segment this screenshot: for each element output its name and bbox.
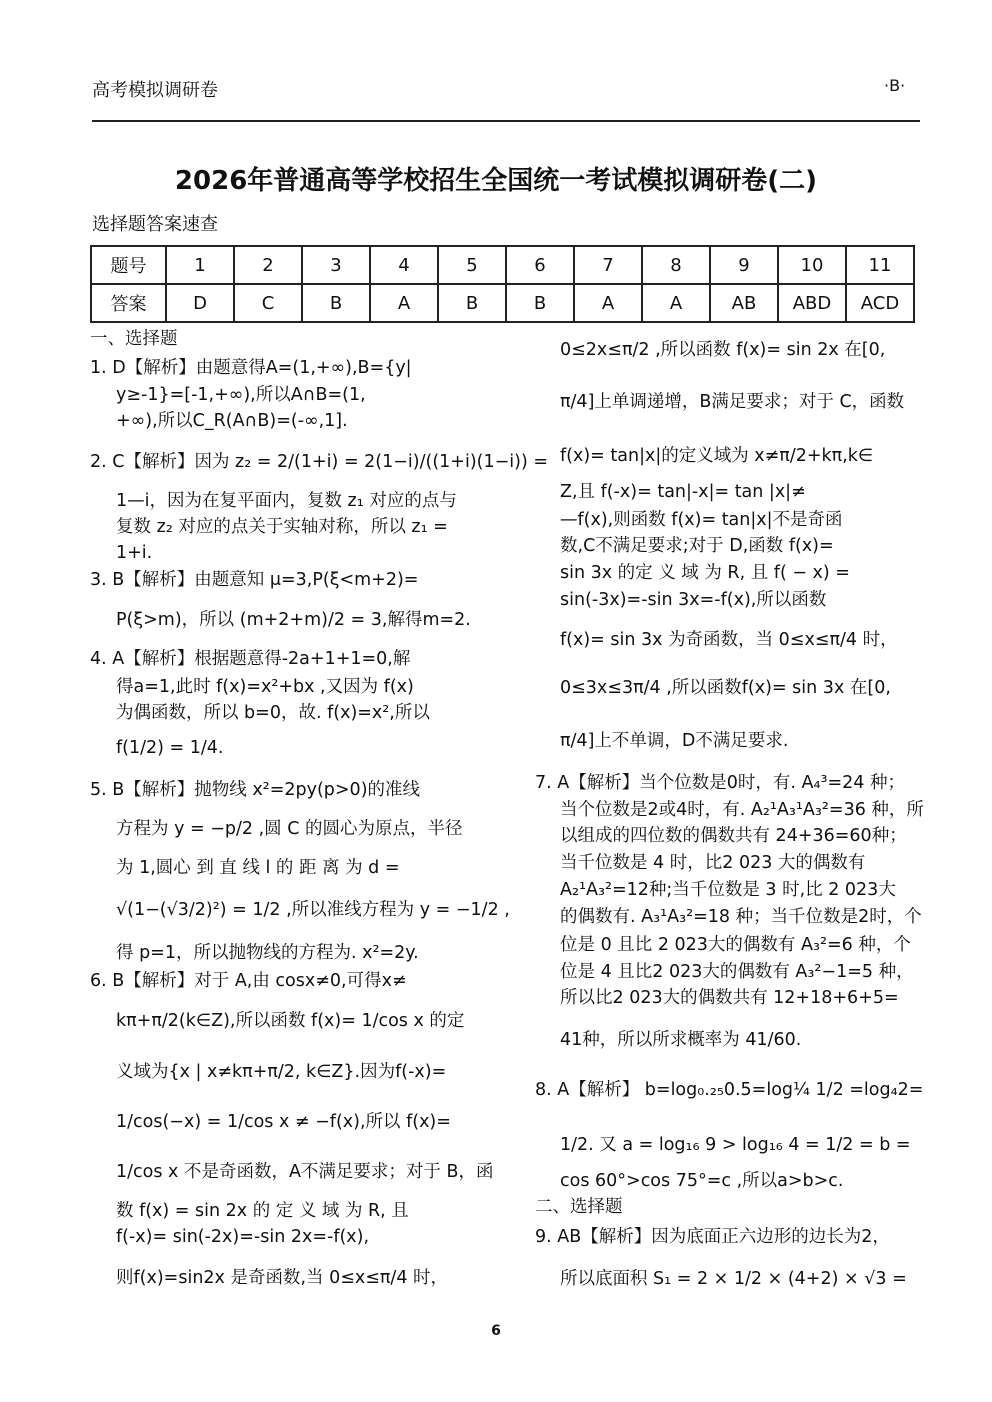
right-column-line: A₂¹A₃²=12种;当千位数是 3 时,比 2 023大: [560, 880, 896, 900]
answer-cell: A: [370, 284, 438, 322]
right-column-line: sin(-3x)=-sin 3x=-f(x),所以函数: [560, 590, 827, 610]
left-column-line: 方程为 y = −p/2 ,圆 C 的圆心为原点，半径: [116, 819, 463, 839]
question-number: 10: [778, 246, 846, 284]
row-label: 题号: [91, 246, 166, 284]
header-title: 高考模拟调研卷: [92, 80, 218, 101]
left-column-line: 得 p=1，所以抛物线的方程为. x²=2y.: [116, 943, 419, 963]
page-number: 6: [491, 1323, 501, 1339]
left-column-line: 4. A【解析】根据题意得-2a+1+1=0,解: [90, 649, 411, 669]
left-column-line: 复数 z₂ 对应的点关于实轴对称，所以 z₁ =: [116, 517, 448, 537]
right-column-line: 1/2. 又 a = log₁₆ 9 > log₁₆ 4 = 1/2 = b =: [560, 1135, 911, 1155]
question-number: 2: [234, 246, 302, 284]
right-column-line: 的偶数有. A₃¹A₃²=18 种；当千位数是2时，个: [560, 907, 922, 927]
answer-cell: B: [438, 284, 506, 322]
right-column-line: π/4]上单调递增，B满足要求；对于 C，函数: [560, 392, 905, 412]
right-column-line: f(x)= sin 3x 为奇函数，当 0≤x≤π/4 时，: [560, 630, 898, 650]
left-column-line: 5. B【解析】抛物线 x²=2py(p>0)的准线: [90, 780, 421, 800]
right-column-line: 当个位数是2或4时，有. A₂¹A₃¹A₃²=36 种，所: [560, 800, 924, 820]
left-column-line: √(1−(√3/2)²) = 1/2 ,所以准线方程为 y = −1/2 ,: [116, 900, 510, 920]
left-column-line: 1/cos x 不是奇函数，A不满足要求；对于 B，函: [116, 1162, 494, 1182]
left-column-line: 为 1,圆心 到 直 线 l 的 距 离 为 d =: [116, 858, 400, 878]
header-version: ·B·: [884, 76, 906, 95]
left-column-line: 为偶函数，所以 b=0，故. f(x)=x²,所以: [116, 703, 430, 723]
right-column-line: cos 60°>cos 75°=c ,所以a>b>c.: [560, 1171, 844, 1191]
left-column-line: 则f(x)=sin2x 是奇函数,当 0≤x≤π/4 时，: [116, 1268, 449, 1288]
answer-cell: ACD: [846, 284, 914, 322]
right-column-line: 8. A【解析】 b=log₀.₂₅0.5=log¼ 1/2 =log₄2=: [535, 1080, 924, 1100]
question-number: 4: [370, 246, 438, 284]
question-number: 9: [710, 246, 778, 284]
right-column-line: —f(x),则函数 f(x)= tan|x|不是奇函: [560, 510, 843, 530]
question-number: 6: [506, 246, 574, 284]
answer-cell: D: [166, 284, 234, 322]
left-column-line: 义域为{x | x≠kπ+π/2, k∈Z}.因为f(-x)=: [116, 1062, 447, 1082]
left-column-line: 3. B【解析】由题意知 μ=3,P(ξ<m+2)=: [90, 570, 419, 590]
left-column-line: y≥-1}=[-1,+∞),所以A∩B=(1,: [116, 385, 366, 405]
right-column-line: 二、选择题: [535, 1197, 623, 1217]
answer-cell: AB: [710, 284, 778, 322]
right-column-line: 9. AB【解析】因为底面正六边形的边长为2，: [535, 1227, 890, 1247]
right-column-line: f(x)= tan|x|的定义域为 x≠π/2+kπ,k∈: [560, 446, 874, 466]
right-column-line: 0≤3x≤3π/4 ,所以函数f(x)= sin 3x 在[0,: [560, 678, 891, 698]
question-number: 7: [574, 246, 642, 284]
right-column-line: 7. A【解析】当个位数是0时，有. A₄³=24 种；: [535, 773, 905, 793]
answer-cell: A: [574, 284, 642, 322]
section-subtitle: 选择题答案速查: [92, 214, 218, 235]
answer-cell: B: [506, 284, 574, 322]
left-column-line: 数 f(x) = sin 2x 的 定 义 域 为 R, 且: [116, 1201, 409, 1221]
left-column-line: 1+i.: [116, 543, 153, 563]
left-column-line: 一、选择题: [90, 329, 178, 349]
left-column-line: f(1/2) = 1/4.: [116, 738, 224, 758]
left-column-line: 1—i，因为在复平面内，复数 z₁ 对应的点与: [116, 491, 457, 511]
right-column-line: 以组成的四位数的偶数共有 24+36=60种；: [560, 826, 907, 846]
question-number: 5: [438, 246, 506, 284]
right-column-line: 当千位数是 4 时，比2 023 大的偶数有: [560, 853, 866, 873]
answer-cell: ABD: [778, 284, 846, 322]
table-row-numbers: [91, 246, 914, 284]
left-column-line: P(ξ>m)，所以 (m+2+m)/2 = 3,解得m=2.: [116, 610, 471, 630]
answer-table: [90, 245, 915, 323]
page-title: 2026年普通高等学校招生全国统一考试模拟调研卷(二): [174, 166, 818, 196]
left-column-line: 得a=1,此时 f(x)=x²+bx ,又因为 f(x): [116, 677, 414, 697]
left-column-line: kπ+π/2(k∈Z),所以函数 f(x)= 1/cos x 的定: [116, 1011, 465, 1031]
answer-cell: C: [234, 284, 302, 322]
right-column-line: 所以比2 023大的偶数共有 12+18+6+5=: [560, 988, 899, 1008]
right-column-line: sin 3x 的定 义 域 为 R, 且 f( − x) =: [560, 563, 850, 583]
left-column-line: 2. C【解析】因为 z₂ = 2/(1+i) = 2(1−i)/((1+i)(1−i)) =: [90, 452, 549, 472]
answer-cell: B: [302, 284, 370, 322]
question-number: 8: [642, 246, 710, 284]
row-label: 答案: [91, 284, 166, 322]
right-column-line: 数,C不满足要求;对于 D,函数 f(x)=: [560, 536, 834, 556]
left-column-line: f(-x)= sin(-2x)=-sin 2x=-f(x),: [116, 1227, 370, 1247]
table-row-answers: [91, 284, 914, 322]
question-number: 1: [166, 246, 234, 284]
left-column-line: 1/cos(−x) = 1/cos x ≠ −f(x),所以 f(x)=: [116, 1112, 451, 1132]
right-column-line: 41种，所以所求概率为 41/60.: [560, 1030, 802, 1050]
right-column-line: π/4]上不单调，D不满足要求.: [560, 731, 789, 751]
right-column-line: 位是 0 且比 2 023大的偶数有 A₃²=6 种，个: [560, 935, 911, 955]
right-column-line: 0≤2x≤π/2 ,所以函数 f(x)= sin 2x 在[0,: [560, 340, 886, 360]
header-divider: [92, 120, 920, 122]
right-column-line: 所以底面积 S₁ = 2 × 1/2 × (4+2) × √3 =: [560, 1269, 907, 1289]
right-column-line: Z,且 f(-x)= tan|-x|= tan |x|≠: [560, 482, 806, 502]
left-column-line: 6. B【解析】对于 A,由 cosx≠0,可得x≠: [90, 971, 407, 991]
right-column-line: 位是 4 且比2 023大的偶数有 A₃²−1=5 种，: [560, 962, 914, 982]
question-number: 3: [302, 246, 370, 284]
left-column-line: 1. D【解析】由题意得A=(1,+∞),B={y|: [90, 358, 412, 378]
left-column-line: +∞),所以C_R(A∩B)=(-∞,1].: [116, 411, 348, 431]
question-number: 11: [846, 246, 914, 284]
answer-cell: A: [642, 284, 710, 322]
